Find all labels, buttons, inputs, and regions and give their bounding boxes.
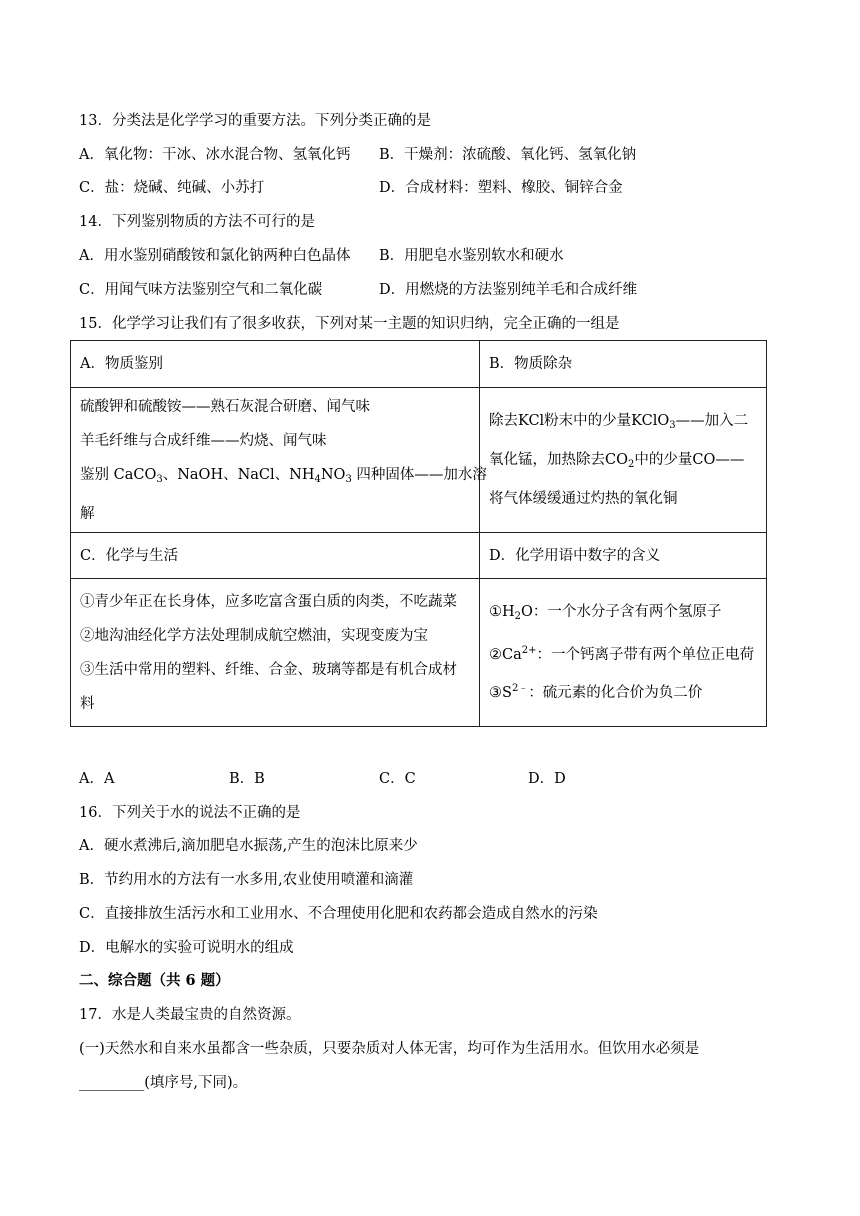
d-line-2: $②Ca^{2+}$：一个钙离子带有两个单位正电荷 bbox=[489, 645, 754, 663]
q13-option-c: C．盐：烧碱、纯碱、小苏打 bbox=[79, 180, 265, 196]
q14-stem: 14．下列鉴别物质的方法不可行的是 bbox=[79, 214, 315, 230]
table-header-a: A．物质鉴别 bbox=[71, 341, 480, 388]
d-line-1: $①H_2O$：一个水分子含有两个氢原子 bbox=[489, 604, 722, 622]
q15-option-b: B．B bbox=[229, 771, 265, 787]
q14-option-c: C．用闻气味方法鉴别空气和二氧化碳 bbox=[79, 282, 323, 298]
d-line-3: $③S^{2﹣}$：硫元素的化合价为负二价 bbox=[489, 683, 703, 701]
a-line-4: 解 bbox=[80, 505, 95, 522]
q16-option-b: B．节约用水的方法有一水多用,农业使用喷灌和滴灌 bbox=[79, 872, 414, 888]
table-header-d: D．化学用语中数字的含义 bbox=[480, 533, 767, 579]
q15-option-d: D．D bbox=[528, 771, 566, 787]
table-cell-b bbox=[480, 388, 767, 533]
q13-stem: 13．分类法是化学学习的重要方法。下列分类正确的是 bbox=[79, 113, 431, 129]
q16-stem: 16．下列关于水的说法不正确的是 bbox=[79, 805, 301, 821]
section-heading: 二、综合题（共 6 题） bbox=[79, 972, 230, 989]
table-cell-c bbox=[71, 579, 480, 727]
b-line-1: 除去KCl粉末中的少量KClO$_3$——加入二 bbox=[489, 413, 749, 431]
q15-stem: 15．化学学习让我们有了很多收获，下列对某一主题的知识归纳，完全正确的一组是 bbox=[79, 316, 620, 332]
c-line-3: ③生活中常用的塑料、纤维、合金、玻璃等都是有机合成材 bbox=[80, 661, 457, 678]
table-header-b: B．物质除杂 bbox=[480, 341, 767, 388]
q13-option-b: B．干燥剂：浓硫酸、氧化钙、氢氧化钠 bbox=[379, 147, 637, 163]
q15-knowledge-table bbox=[70, 340, 767, 727]
q17-line-2: _________(填序号,下同)。 bbox=[79, 1075, 248, 1091]
q16-option-d: D．电解水的实验可说明水的组成 bbox=[79, 940, 294, 956]
q15-option-a: A．A bbox=[79, 771, 115, 787]
c-line-1: ①青少年正在长身体，应多吃富含蛋白质的肉类，不吃蔬菜 bbox=[80, 593, 457, 610]
q15-option-c: C．C bbox=[379, 771, 416, 787]
c-line-2: ②地沟油经化学方法处理制成航空燃油，实现变废为宝 bbox=[80, 627, 428, 644]
q17-stem: 17．水是人类最宝贵的自然资源。 bbox=[79, 1007, 301, 1023]
table-cell-d bbox=[480, 579, 767, 727]
q17-line-1: (一)天然水和自来水虽都含一些杂质，只要杂质对人体无害，均可作为生活用水。但饮用水必须是 bbox=[79, 1041, 700, 1057]
q14-option-d: D．用燃烧的方法鉴别纯羊毛和合成纤维 bbox=[379, 282, 638, 298]
a-line-1: 硫酸钾和硫酸铵——熟石灰混合研磨、闻气味 bbox=[80, 398, 370, 415]
q13-option-d: D．合成材料：塑料、橡胶、铜锌合金 bbox=[379, 180, 623, 196]
q13-option-a: A．氧化物：干冰、冰水混合物、氢氧化钙 bbox=[79, 147, 351, 163]
b-line-2: 氧化锰，加热除去$CO_2$中的少量CO—— bbox=[489, 452, 745, 470]
c-line-4: 料 bbox=[80, 695, 95, 712]
q14-option-a: A．用水鉴别硝酸铵和氯化钠两种白色晶体 bbox=[79, 248, 351, 264]
a-line-3: 鉴别 CaCO$_3$、NaOH、NaCl、$NH_4NO_3$ 四种固体——加水溶 bbox=[80, 466, 487, 485]
table-cell-a bbox=[71, 388, 487, 533]
a-line-2: 羊毛纤维与合成纤维——灼烧、闻气味 bbox=[80, 432, 327, 449]
q16-option-c: C．直接排放生活污水和工业用水、不合理使用化肥和农药都会造成自然水的污染 bbox=[79, 906, 598, 922]
table-header-c: C．化学与生活 bbox=[71, 533, 480, 579]
q14-option-b: B．用肥皂水鉴别软水和硬水 bbox=[379, 248, 564, 264]
b-line-3: 将气体缓缓通过灼热的氧化铜 bbox=[489, 491, 678, 507]
q16-option-a: A．硬水煮沸后,滴加肥皂水振荡,产生的泡沫比原来少 bbox=[79, 838, 418, 854]
